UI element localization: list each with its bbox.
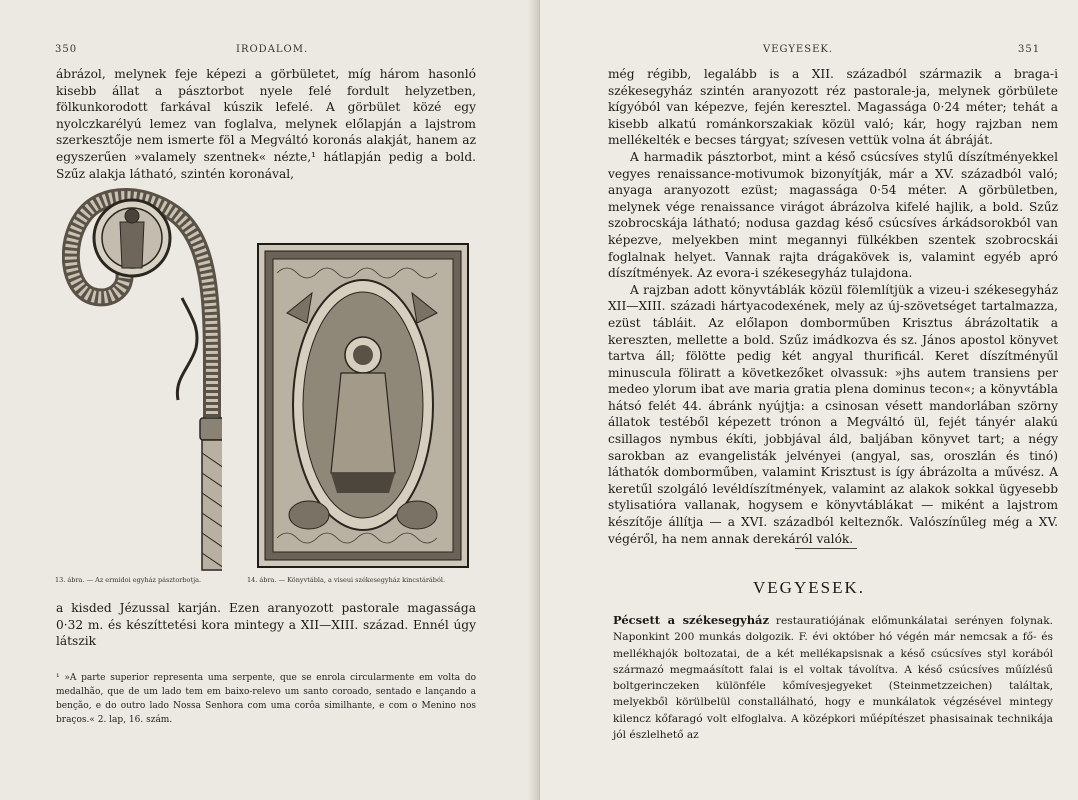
news-text: restauratiójának előmunkálatai serényen folynak. Naponkint 200 munkás dolgozik. F. évi október hó végén már nemcsak a fő- és mellékhajók boltozatai, de a két mellékapsisnak a késő csúcsíves styl korából származó megmaásított falai is el voltak távolítva. A késő csúcsíves műízlésű boltgerinczeken különféle kőmívesjegyeket (Steinmetzzeichen) találtak, melyekből körülbelül constallálható, hogy e munkálatok végzésével mintegy kilencz kőfaragó volt elfoglalva. A középkori műépítészet phasisainak technikája jól észlelhető az — [613, 615, 1053, 742]
right-page — [540, 0, 1078, 800]
book-cover-illustration — [257, 243, 469, 568]
figure-14-caption: 14. ábra. — Könyvtábla, a viseui székesegyház kincstárából. — [247, 576, 446, 584]
running-head-right: VEGYESEK. — [763, 44, 834, 55]
paragraph-1: még régibb, legalább is a XII. századból származik a braga-i székesegyház szintén aranyozott réz pastorale-ja, melynek görbülete kígyóból van képezve, fején keresztel. Magassága 0·24 méter; tehát a kisebb alkatú románkorszakiak közül való; kár, hogy rajzban nem mellékelték e becses tárgyat; szívesen vettük volna át ábráját. — [608, 67, 1058, 148]
section-title: VEGYESEK. — [753, 578, 865, 597]
figure-13-caption: 13. ábra. — Az ermidoi egyház pásztorbotja. — [55, 576, 202, 584]
left-continued-text: a kisded Jézussal karján. Ezen aranyozott pastorale magassága 0·32 m. és készíttetési kora mintegy a XII—XIII. század. Ennél úgy látszik — [56, 601, 476, 649]
left-top-text: ábrázol, melynek feje képezi a görbületet, míg három hasonló kisebb állat a pásztorbot nyele felé fordult helyzetben, fölkunkorodott farkával kúszik lefelé. A görbület közé egy nyolczkarélyú lemez van foglalva, melynek előlapján a lajstrom szerkesztője nem ismerte föl a Megváltó koronás alakját, hanem az egyszerűen »valamely szentnek« nézte,¹ hátlapján pedig a bold. Szűz alakja látható, szintén koronával, — [56, 67, 476, 181]
page-number-left: 350 — [55, 44, 78, 55]
page-number-right: 351 — [1018, 44, 1041, 55]
footnote: ¹ »A parte superior representa uma serpente, que se enrola circularmente em volta do medalhão, que de um lado tem em baixo-relevo um santo coroado, sentado e lançando a benção, e do outro lado Nossa Senhora com uma corôa similhante, e com o Menino nos braços.« 2. lap, 16. szám. — [56, 673, 476, 725]
news-paragraph — [613, 612, 1053, 743]
paragraph-2: A harmadik pásztorbot, mint a késő csúcsíves stylű díszítményekkel vegyes renaissance-motivumok bizonyítják, már a XV. századból való; anyaga aranyozott ezüst; magassága 0·54 méter. A görbületben, melynek vége renaissance virágot ábrázolva kifelé hajlik, a bold. Szűz szobrocskája látható; nodusa gazdag késő csúcsíves árkádsorokból van képezve, melyekben mint megannyi fülkékben szentek szobrocskái foglalnak helyet. Vannak rajta drágakövek is, valamint egyéb apró díszítmények. Az evora-i székesegyház tulajdona. — [608, 149, 1058, 281]
paragraph-3: A rajzban adott könyvtáblák közül fölemlítjük a vizeu-i székesegyház XII—XIII. századi hártyacodexének, mely az új-szövetséget tartalmazza, ezüst tábláit. Az előlapon domborműben Krisztus ábrázoltatik a kereszten, mellette a bold. Szűz imádkozva és sz. János apostol könyvet tartva áll; fölötte pedig két angyal thurificál. Keret díszítményűl minuscula föliratt a következőket olvassuk: »jhs autem transiens per medeo ylorum ibat ave maria gratia plena dominus tecon«; a könyvtábla hátsó felét 44. ábránk nyújtja: a csinosan vésett mandorlában szörny állatok testéből képezett trónon a Megváltó ül, fejét tányér alakú csillagos nymbus ékíti, jobbjával áld, baljában könyvet tart; a négy sarokban az evangelisták jelvényei (angyal, sas, oroszlán és tinó) láthatók domborműben, valamint Krisztust is így ábrázolta a művész. A keretűl szolgáló levéldíszítmények, valamint az alakok sokkal ügyesebb stylisatióra vallanak, hogysem e könyvtáblákat — miként a lajstrom készítője állítja — a XVI. századból kelteznők. Valószínűleg még a XV. végéről, ha nem annak derekáról valók. — [608, 282, 1058, 546]
right-body-text — [608, 66, 1058, 547]
section-divider — [795, 548, 857, 549]
news-lead: Pécsett a székesegyház — [613, 613, 770, 627]
crozier-illustration — [62, 178, 222, 574]
running-head-left: IRODALOM. — [236, 44, 309, 55]
